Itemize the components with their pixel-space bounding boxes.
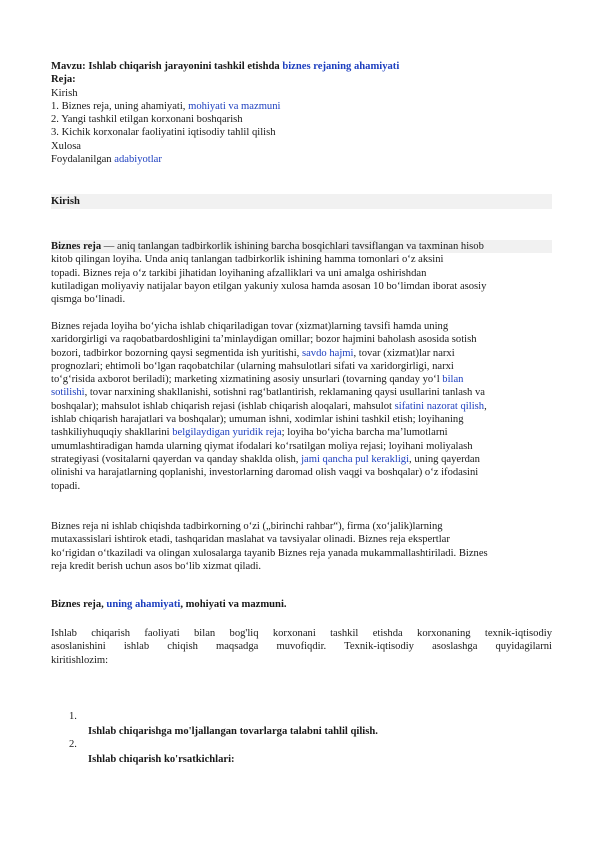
p2-line-9-a: tashkiliyhuquqiy shakllarini [51, 427, 173, 439]
p2-line-7-a: boshqalar); mahsulot ishlab chiqarish rejasi (ishlab chiqarish aloqalari, mahsulot [51, 400, 395, 412]
topic-link[interactable]: biznes rejaning ahamiyati [282, 61, 400, 72]
list-number-2: 2. [69, 739, 77, 750]
section-heading-2 [51, 598, 552, 611]
p2-line-3-b: , tovar (xizmat)lar narxi [353, 347, 455, 359]
p2-line-4: prognozlari; ehtimoli bo‘lgan raqobatchilar (ularning mahsulotlari sifati va xaridorgirligi, narxi [51, 360, 454, 372]
p3-line-3: ko‘rigidan o‘tkaziladi va olingan xulosalarga tayanib Biznes reja yanada mukammallashtiriladi. Biznes [51, 547, 488, 559]
p2-line-12: olinishi va harajatlarning qoplanishi, investorlarning daromad olish vaqgi va boshqalar) o‘z ifodasini [51, 467, 479, 479]
toc-references [51, 153, 552, 166]
p2-line-7 [51, 400, 552, 413]
section-heading-kirish: Kirish [51, 194, 552, 209]
section-2-link[interactable]: uning ahamiyati [106, 599, 181, 610]
toc-item-3: 3. Kichik korxonalar faoliyatini iqtisodiy tahlil qilish [51, 127, 276, 139]
p2-line-3-a: bozori, tadbirkor bozorning qaysi segmentida ish yuritishi, [51, 347, 302, 359]
p2-line-6-b: , tovar narxining shakllanishi, sotishni rag‘batlantirish, reklamaning qaysi usullarini tanlash va [84, 387, 485, 399]
paragraph-feasibility [51, 627, 552, 667]
p1-line-4: kutiladigan moliyaviy natijalar bayon etilgan yakuniy xulosa hamda asosan 10 bo‘limdan iborat asosiy [51, 280, 487, 292]
p4-line-2: asoslanishini ishlab chiqish maqsadga muvofiqdir. Texnik-iqtisodiy asoslashga quyidagilarni [51, 641, 552, 653]
p2-line-11 [51, 453, 552, 466]
section-2-suffix: , mohiyati va mazmuni. [180, 599, 287, 610]
toc-item-1-text: 1. Biznes reja, uning ahamiyati, [51, 100, 189, 112]
p1-line-1 [51, 240, 552, 253]
toc-xulosa: Xulosa [51, 140, 82, 152]
paragraph-definition [51, 240, 552, 306]
plan-label: Reja: [51, 74, 76, 86]
p3-line-2: mutaxassislari ishtirok etadi, tashqaridan maslahat va tavsiyalar olinadi. Biznes reja ekspertlar [51, 534, 450, 546]
paragraph-development [51, 520, 552, 573]
p2-line-9 [51, 426, 552, 439]
topic-title [51, 60, 552, 73]
p2-line-5-a: to‘g‘risida axborot beriladi); marketing xizmatining asosiy unsurlari (tovarning qanday yo‘l [51, 374, 443, 386]
section-2-prefix: Biznes reja, [51, 599, 107, 610]
p2-line-9-b: ; loyiha bo‘yicha barcha ma’lumotlarni [281, 427, 448, 439]
toc-references-link[interactable]: adabiyotlar [114, 154, 162, 166]
list-item-2: Ishlab chiqarish ko'rsatkichlari: [88, 754, 235, 765]
list-number-1: 1. [69, 711, 77, 722]
link-sifatini-nazorat-qilish[interactable]: sifatini nazorat qilish [394, 400, 485, 412]
toc-item-1-link[interactable]: mohiyati va mazmuni [188, 100, 281, 112]
p2-line-8: ishlab chiqarish harajatlari va boshqalar); umuman ishni, xodimlar ishini tashkil etish; loyihaning [51, 414, 464, 426]
p2-line-7-b: , [484, 400, 487, 412]
p2-line-13: topadi. [51, 480, 81, 492]
list-item-1: Ishlab chiqarishga mo'ljallangan tovarlarga talabni tahlil qilish. [88, 726, 378, 737]
toc-item-1 [51, 100, 552, 113]
link-yuridik-reja[interactable]: belgilaydigan yuridik reja [172, 427, 282, 439]
toc-item-2: 2. Yangi tashkil etilgan korxonani boshqarish [51, 114, 243, 126]
p1-line-1-text: — aniq tanlangan tadbirkorlik ishining barcha bosqichlari tavsiflangan va taxminan hisob [101, 241, 484, 252]
p1-line-2: kitob qilingan loyiha. Unda aniq tanlangan tadbirkorlik ishining hamma tomonlari o‘z aksini [51, 254, 444, 266]
toc-references-text: Foydalanilgan [51, 154, 115, 166]
p2-line-5 [51, 373, 552, 386]
link-savdo-hajmi[interactable]: savdo hajmi [301, 347, 354, 359]
p4-line-3: kiritishlozim: [51, 654, 109, 666]
p2-line-6 [51, 386, 552, 399]
p1-line-3: topadi. Biznes reja o‘z tarkibi jihatidan loyihaning afzalliklari va uni amalga oshirishdan [51, 267, 427, 279]
p2-line-2: xaridorgirligi va raqobatbardoshligini ta’minlaydigan omillar; bozor hajmini baholash asosida sotish [51, 334, 477, 346]
paragraph-contents [51, 320, 552, 493]
p2-line-11-b: , uning qayerdan [409, 453, 480, 465]
p2-line-1: Biznes rejada loyiha bo‘yicha ishlab chiqariladigan tovar (xizmat)larning tavsifi hamda uning [51, 321, 449, 332]
header-block [51, 60, 552, 166]
p2-line-10: umumlashtiradigan hamda ularning qiymat ifodalari ko‘rsatilgan moliya rejasi; loyihani moliyalash [51, 440, 473, 452]
biznes-reja-term: Biznes reja [51, 241, 102, 252]
p2-line-11-a: strategiyasi (vositalarni qayerdan va qanday shaklda olish, [51, 453, 302, 465]
toc-kirish: Kirish [51, 87, 78, 99]
p3-line-1: Biznes reja ni ishlab chiqishda tadbirkorning o‘zi („birinchi rahbar“), firma (xo‘jalik)larning [51, 521, 443, 532]
p4-line-1: Ishlab chiqarish faoliyati bilan bog'liq korxonani tashkil etishda korxonaning texnik-iqtisodiy [51, 628, 552, 639]
link-sotilishi[interactable]: sotilishi [51, 387, 85, 399]
p2-line-3 [51, 347, 552, 360]
link-bilan[interactable]: bilan [442, 374, 464, 386]
p3-line-4: reja kredit berish uchun asos bo‘lib xizmat qiladi. [51, 560, 262, 572]
topic-prefix: Mavzu: Ishlab chiqarish jarayonini tashkil etishda [51, 61, 283, 72]
p1-line-5: qismga bo‘linadi. [51, 294, 126, 306]
link-jami-qancha-pul[interactable]: jami qancha pul kerakligi [301, 453, 410, 465]
